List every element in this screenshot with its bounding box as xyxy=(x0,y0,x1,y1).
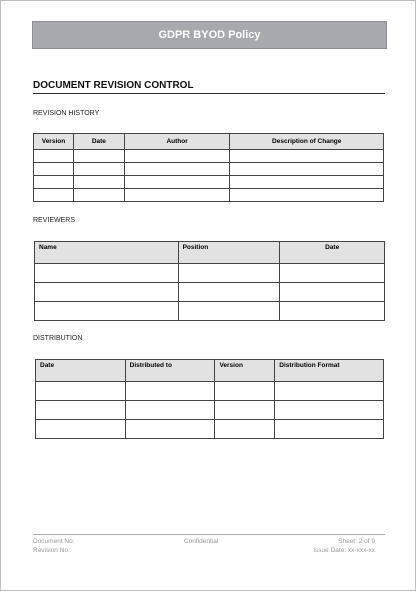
table-cell[interactable] xyxy=(275,420,384,439)
table-cell[interactable] xyxy=(215,420,275,439)
footer-issue-date: Issue Date: xx-xxx-xx xyxy=(313,547,375,554)
table-cell[interactable] xyxy=(73,163,124,176)
table-cell[interactable] xyxy=(34,150,74,163)
table-row xyxy=(36,401,384,420)
column-header-date: Date xyxy=(280,242,385,264)
column-header-author: Author xyxy=(124,134,230,150)
table-row xyxy=(35,264,385,283)
column-header-version: Version xyxy=(215,360,275,382)
table-cell[interactable] xyxy=(230,189,384,202)
column-header-position: Position xyxy=(178,242,280,264)
table-header-row xyxy=(36,360,384,382)
footer-document-no: Document No: xyxy=(33,538,75,545)
table-cell[interactable] xyxy=(280,283,385,302)
table-header-row xyxy=(35,242,385,264)
table-cell[interactable] xyxy=(230,150,384,163)
table-row xyxy=(34,189,384,202)
table-cell[interactable] xyxy=(215,401,275,420)
table-cell[interactable] xyxy=(36,420,126,439)
table-row xyxy=(34,150,384,163)
table-cell[interactable] xyxy=(35,264,179,283)
title-divider xyxy=(33,93,385,94)
table-cell[interactable] xyxy=(124,150,230,163)
column-header-distribution-format: Distribution Format xyxy=(275,360,384,382)
column-header-name: Name xyxy=(35,242,179,264)
table-row xyxy=(35,283,385,302)
header-title: GDPR BYOD Policy xyxy=(158,29,261,41)
table-row xyxy=(35,302,385,321)
table-cell[interactable] xyxy=(124,176,230,189)
table-row xyxy=(36,420,384,439)
table-cell[interactable] xyxy=(34,189,74,202)
table-cell[interactable] xyxy=(36,382,126,401)
reviewers-table xyxy=(34,241,385,321)
table-cell[interactable] xyxy=(124,163,230,176)
table-cell[interactable] xyxy=(230,176,384,189)
distribution-table xyxy=(35,359,384,439)
distribution-label: DISTRIBUTION xyxy=(33,335,83,342)
table-row xyxy=(34,163,384,176)
table-cell[interactable] xyxy=(124,189,230,202)
header-bar xyxy=(32,21,387,49)
footer-confidential: Confidential xyxy=(184,538,219,545)
footer-sheet: Sheet: 2 of 9 xyxy=(338,538,375,545)
table-row xyxy=(36,382,384,401)
table-cell[interactable] xyxy=(125,401,215,420)
table-cell[interactable] xyxy=(35,302,179,321)
column-header-description: Description of Change xyxy=(230,134,384,150)
footer-divider xyxy=(33,534,385,535)
table-cell[interactable] xyxy=(178,283,280,302)
column-header-version: Version xyxy=(34,134,74,150)
table-cell[interactable] xyxy=(34,163,74,176)
table-row xyxy=(34,176,384,189)
revision-history-table xyxy=(33,133,384,202)
table-cell[interactable] xyxy=(125,382,215,401)
column-header-distributed-to: Distributed to xyxy=(125,360,215,382)
table-cell[interactable] xyxy=(230,163,384,176)
column-header-date: Date xyxy=(73,134,124,150)
table-cell[interactable] xyxy=(275,401,384,420)
table-cell[interactable] xyxy=(178,264,280,283)
table-cell[interactable] xyxy=(73,150,124,163)
table-cell[interactable] xyxy=(73,189,124,202)
table-cell[interactable] xyxy=(275,382,384,401)
revision-history-label: REVISION HISTORY xyxy=(33,110,100,117)
page-title: DOCUMENT REVISION CONTROL xyxy=(33,80,194,91)
footer-revision-no: Revision No: xyxy=(33,547,70,554)
table-cell[interactable] xyxy=(215,382,275,401)
table-cell[interactable] xyxy=(34,176,74,189)
table-cell[interactable] xyxy=(73,176,124,189)
table-cell[interactable] xyxy=(125,420,215,439)
column-header-date: Date xyxy=(36,360,126,382)
table-header-row xyxy=(34,134,384,150)
table-cell[interactable] xyxy=(36,401,126,420)
table-cell[interactable] xyxy=(178,302,280,321)
reviewers-label: REVIEWERS xyxy=(33,217,76,224)
table-cell[interactable] xyxy=(280,264,385,283)
table-cell[interactable] xyxy=(35,283,179,302)
table-cell[interactable] xyxy=(280,302,385,321)
